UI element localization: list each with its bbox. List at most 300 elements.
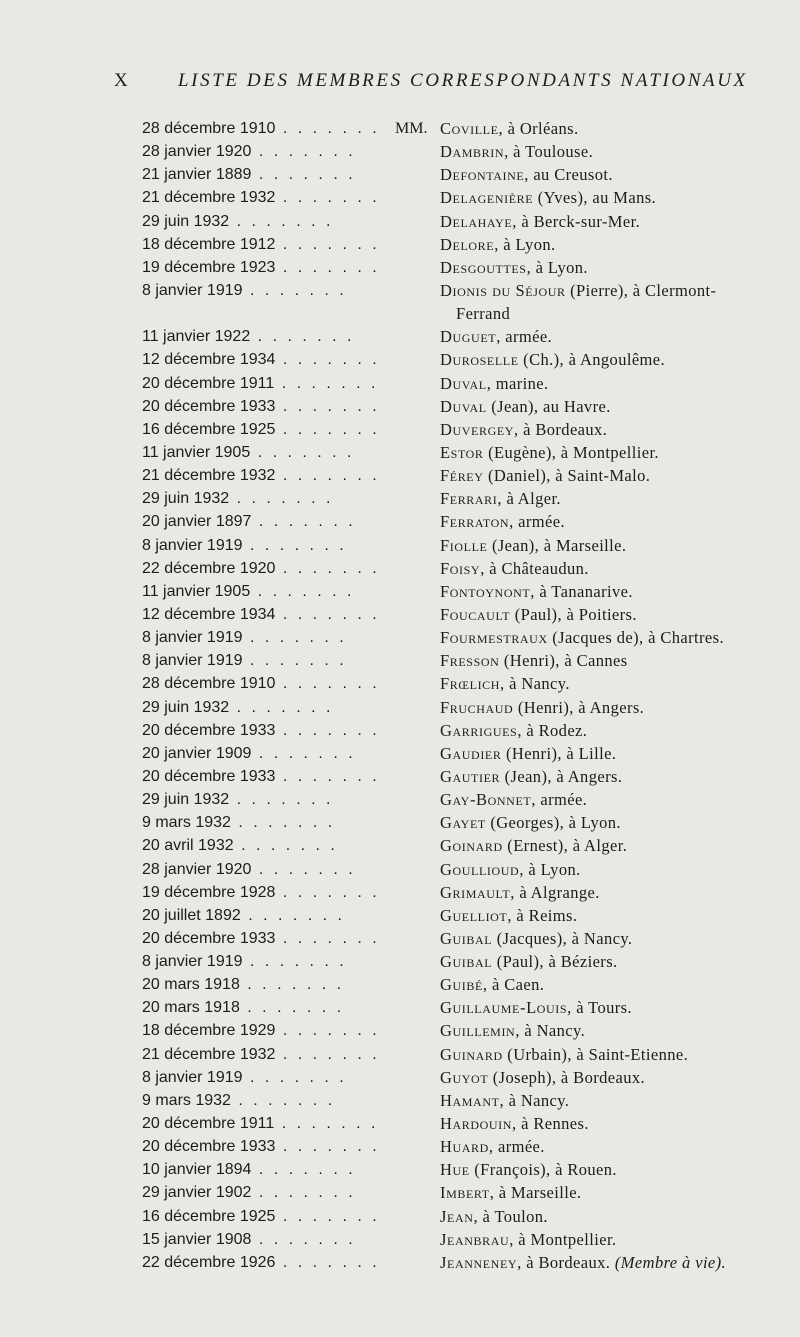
- leader-dots: . . . . . . .: [275, 1045, 380, 1063]
- election-date-text: 20 juillet 1892: [142, 906, 241, 924]
- member-entry: [440, 418, 607, 441]
- member-entry: [440, 996, 632, 1019]
- leader-dots: . . . . . . .: [250, 443, 355, 461]
- election-date-text: 10 janvier 1894: [142, 1161, 252, 1179]
- election-date-text: 20 décembre 1911: [142, 1115, 275, 1133]
- election-date-text: 22 décembre 1920: [142, 559, 276, 577]
- election-date-text: 16 décembre 1925: [142, 1207, 276, 1225]
- list-item: [0, 1205, 800, 1228]
- leader-dots: . . . . . . .: [242, 652, 347, 670]
- leader-dots: . . . . . . .: [250, 582, 355, 600]
- leader-dots: . . . . . . .: [251, 143, 356, 161]
- election-date: [142, 1089, 335, 1112]
- list-item: [0, 372, 800, 395]
- member-entry: [440, 603, 637, 626]
- list-item: [0, 580, 800, 603]
- list-item: [0, 950, 800, 973]
- list-item: [0, 904, 800, 927]
- member-entry: [440, 950, 618, 973]
- member-entry: [440, 696, 644, 719]
- list-item: [0, 881, 800, 904]
- leader-dots: . . . . . . .: [251, 513, 356, 531]
- leader-dots: . . . . . . .: [275, 1207, 380, 1225]
- leader-dots: . . . . . . .: [251, 1184, 356, 1202]
- member-details: , à Châteaudun.: [480, 558, 589, 578]
- election-date: [142, 163, 356, 186]
- member-details: , à Nancy.: [499, 1090, 570, 1110]
- list-item: [0, 1228, 800, 1251]
- election-date: [142, 186, 380, 209]
- election-date-text: 28 décembre 1910: [142, 675, 276, 693]
- election-date: [142, 487, 333, 510]
- list-item: [0, 534, 800, 557]
- election-date-text: 20 mars 1918: [142, 999, 240, 1017]
- member-entry: [440, 788, 587, 811]
- member-surname: Jean: [440, 1206, 474, 1226]
- election-date-text: 22 décembre 1926: [142, 1253, 276, 1271]
- election-date: [142, 580, 354, 603]
- election-date-text: 21 décembre 1932: [142, 467, 276, 485]
- election-date-text: 21 décembre 1932: [142, 189, 276, 207]
- election-date-text: 18 décembre 1929: [142, 1022, 276, 1040]
- leader-dots: . . . . . . .: [242, 281, 347, 299]
- member-details: (Daniel), à Saint-Malo.: [483, 466, 651, 486]
- election-date: [142, 117, 380, 140]
- member-surname: Hamant: [440, 1090, 500, 1110]
- member-details: , à Rennes.: [512, 1114, 589, 1134]
- member-details: , à Lyon.: [494, 234, 556, 254]
- election-date: [142, 372, 378, 395]
- member-surname: Guibal: [440, 928, 493, 948]
- election-date: [142, 1043, 380, 1066]
- list-item: [0, 348, 800, 371]
- list-item: [0, 1066, 800, 1089]
- leader-dots: . . . . . . .: [275, 559, 380, 577]
- member-surname: Frœlich: [440, 674, 501, 694]
- member-entry: [440, 927, 632, 950]
- election-date-text: 29 juin 1932: [142, 791, 230, 809]
- election-date: [142, 1135, 380, 1158]
- election-date: [142, 256, 380, 279]
- election-date: [142, 418, 380, 441]
- election-date: [142, 1228, 356, 1251]
- election-date: [142, 996, 344, 1019]
- member-entry: [440, 649, 628, 672]
- member-entry: [440, 834, 627, 857]
- member-entry: [440, 487, 561, 510]
- leader-dots: . . . . . . .: [275, 351, 380, 369]
- election-date: [142, 395, 380, 418]
- member-surname: Foisy: [440, 558, 481, 578]
- member-details: (Paul), à Poitiers.: [510, 604, 637, 624]
- leader-dots: . . . . . . .: [275, 189, 380, 207]
- member-surname: Dambrin: [440, 142, 505, 162]
- election-date: [142, 626, 347, 649]
- list-item: [0, 1089, 800, 1112]
- leader-dots: . . . . . . .: [251, 166, 356, 184]
- list-item: [0, 210, 800, 233]
- leader-dots: . . . . . . .: [251, 1161, 356, 1179]
- member-surname: Duval: [440, 373, 487, 393]
- member-surname: Guelliot: [440, 905, 508, 925]
- election-date: [142, 811, 335, 834]
- member-surname: Duguet: [440, 327, 497, 347]
- member-details: (Jacques de), à Chartres.: [547, 628, 724, 648]
- member-surname: Delore: [440, 234, 495, 254]
- list-item: [0, 834, 800, 857]
- members-list: [0, 117, 800, 1274]
- member-surname: Guibal: [440, 952, 493, 972]
- list-item: [0, 256, 800, 279]
- leader-dots: . . . . . . .: [240, 906, 345, 924]
- member-entry: [440, 441, 659, 464]
- election-date: [142, 719, 380, 742]
- member-entry: [440, 580, 633, 603]
- member-surname: Goinard: [440, 836, 503, 856]
- member-details: , à Toulouse.: [504, 142, 594, 162]
- member-surname: Guillemin: [440, 1021, 516, 1041]
- list-item: [0, 441, 800, 464]
- election-date: [142, 881, 380, 904]
- member-details: , au Creusot.: [524, 165, 613, 185]
- page-header: [0, 70, 800, 100]
- member-surname: Gay-Bonnet: [440, 790, 532, 810]
- leader-dots: . . . . . . .: [275, 467, 380, 485]
- member-details: (Henri), à Cannes: [499, 651, 628, 671]
- election-date-text: 8 janvier 1919: [142, 281, 243, 299]
- list-item: [0, 1019, 800, 1042]
- leader-dots: . . . . . . .: [275, 721, 380, 739]
- member-details: , armée.: [531, 790, 588, 810]
- election-date: [142, 534, 347, 557]
- list-item: [0, 233, 800, 256]
- member-entry: [440, 534, 626, 557]
- member-surname: Fiolle: [440, 535, 488, 555]
- member-details: , à Caen.: [482, 975, 545, 995]
- member-entry: [440, 256, 588, 279]
- member-details: (Yves), au Mans.: [533, 188, 657, 208]
- member-entry: [440, 973, 544, 996]
- election-date: [142, 904, 345, 927]
- member-surname: Ferraton: [440, 512, 510, 532]
- election-date-text: 28 janvier 1920: [142, 143, 252, 161]
- member-entry: [440, 1043, 688, 1066]
- member-surname: Duvergey: [440, 419, 515, 439]
- leader-dots: . . . . . . .: [239, 976, 345, 994]
- member-surname: Grimault: [440, 882, 511, 902]
- member-entry: [440, 881, 600, 904]
- member-entry: [440, 858, 581, 881]
- leader-dots: . . . . . . .: [275, 235, 380, 253]
- election-date: [142, 603, 380, 626]
- member-details: (Urbain), à Saint-Etienne.: [502, 1044, 689, 1064]
- member-entry: [440, 1019, 585, 1042]
- member-entry: [440, 1228, 616, 1251]
- list-item: [0, 742, 800, 765]
- election-date-text: 18 décembre 1912: [142, 235, 276, 253]
- member-entry: [440, 719, 587, 742]
- member-surname: Coville: [440, 119, 499, 138]
- election-date: [142, 464, 380, 487]
- election-date: [142, 696, 333, 719]
- member-details: , à Bordeaux.: [514, 419, 608, 439]
- leader-dots: . . . . . . .: [250, 328, 355, 346]
- member-details: , à Nancy.: [500, 674, 570, 694]
- election-date-text: 11 janvier 1905: [142, 582, 251, 600]
- member-surname: Foucault: [440, 604, 511, 624]
- member-details: (Jean), à Marseille.: [487, 535, 627, 555]
- member-details: , à Tananarive.: [530, 581, 633, 601]
- election-date-text: 8 janvier 1919: [142, 629, 243, 647]
- list-item: [0, 279, 800, 302]
- list-item: [0, 996, 800, 1019]
- election-date: [142, 1112, 378, 1135]
- member-details: , à Rodez.: [517, 720, 588, 740]
- election-date: [142, 1066, 347, 1089]
- leader-dots: . . . . . . .: [275, 605, 380, 623]
- leader-dots: . . . . . . .: [242, 629, 347, 647]
- member-entry: [440, 742, 616, 765]
- election-date-text: 20 décembre 1933: [142, 397, 276, 415]
- member-entry: [440, 233, 556, 256]
- leader-dots: . . . . . . .: [275, 883, 380, 901]
- member-surname: Fourmestraux: [440, 628, 548, 648]
- member-surname: Guinard: [440, 1044, 503, 1064]
- leader-dots: . . . . . . .: [229, 698, 334, 716]
- election-date-text: 15 janvier 1908: [142, 1230, 252, 1248]
- leader-dots: . . . . . . .: [275, 675, 380, 693]
- election-date: [142, 279, 347, 302]
- member-entry: [440, 1089, 569, 1112]
- election-date-text: 9 mars 1932: [142, 1091, 231, 1109]
- list-item: [0, 418, 800, 441]
- leader-dots: . . . . . . .: [230, 1091, 336, 1109]
- election-date-text: 29 juin 1932: [142, 490, 230, 508]
- member-entry: [440, 1066, 645, 1089]
- member-note: (Membre à vie).: [614, 1252, 727, 1272]
- election-date: [142, 858, 356, 881]
- member-surname: Guillaume-Louis: [440, 998, 568, 1018]
- member-details: (Jacques), à Nancy.: [492, 928, 633, 948]
- leader-dots: . . . . . . .: [230, 814, 336, 832]
- member-surname: Guyot: [440, 1067, 489, 1087]
- member-details: (Pierre), à Clermont-: [565, 280, 717, 300]
- leader-dots: . . . . . . .: [229, 212, 334, 230]
- member-entry: [440, 140, 593, 163]
- member-details: , à Orléans.: [498, 119, 579, 138]
- member-details: (Eugène), à Montpellier.: [483, 442, 659, 462]
- member-surname: Dionis du Séjour: [440, 280, 566, 300]
- election-date-text: 8 janvier 1919: [142, 1068, 243, 1086]
- list-item: [0, 140, 800, 163]
- list-item: [0, 1135, 800, 1158]
- member-entry: [440, 1158, 617, 1181]
- election-date: [142, 765, 380, 788]
- member-details: , à Lyon.: [526, 257, 588, 277]
- election-date-text: 8 janvier 1919: [142, 536, 243, 554]
- election-date: [142, 557, 380, 580]
- election-date: [142, 1158, 356, 1181]
- election-date: [142, 788, 333, 811]
- member-entry: [440, 163, 613, 186]
- election-date: [142, 210, 333, 233]
- member-entry: [440, 811, 621, 834]
- member-surname: Garrigues: [440, 720, 518, 740]
- member-surname: Jeanbrau: [440, 1229, 510, 1249]
- list-item: [0, 487, 800, 510]
- member-surname: Delagenière: [440, 188, 534, 208]
- election-date: [142, 834, 338, 857]
- member-details: , à Berck-sur-Mer.: [512, 211, 641, 231]
- member-details: (Henri), à Angers.: [513, 697, 645, 717]
- member-details: , armée.: [488, 1137, 545, 1157]
- leader-dots: . . . . . . .: [275, 420, 380, 438]
- leader-dots: . . . . . . .: [251, 744, 356, 762]
- election-date-text: 12 décembre 1934: [142, 605, 276, 623]
- member-entry: [440, 765, 622, 788]
- member-details: , à Alger.: [497, 489, 561, 509]
- election-date-text: 16 décembre 1925: [142, 420, 276, 438]
- list-item: [0, 186, 800, 209]
- member-details: (Henri), à Lille.: [501, 743, 617, 763]
- list-item: [0, 1043, 800, 1066]
- list-item: [0, 464, 800, 487]
- member-details: (François), à Rouen.: [469, 1160, 617, 1180]
- list-item: [0, 117, 800, 140]
- honorific-prefix: MM.: [395, 120, 428, 137]
- election-date-text: 20 décembre 1933: [142, 929, 276, 947]
- election-date-text: 20 décembre 1911: [142, 374, 275, 392]
- member-entry: [440, 672, 570, 695]
- member-surname: Fontoynont: [440, 581, 531, 601]
- member-details: (Jean), au Havre.: [486, 396, 611, 416]
- member-details: (Georges), à Lyon.: [485, 813, 621, 833]
- member-surname: Férey: [440, 466, 484, 486]
- leader-dots: . . . . . . .: [275, 258, 380, 276]
- member-entry: [440, 1181, 581, 1204]
- election-date-text: 20 avril 1932: [142, 837, 234, 855]
- member-details: , armée.: [509, 512, 565, 532]
- election-date-text: 9 mars 1932: [142, 814, 231, 832]
- election-date: [142, 927, 380, 950]
- list-item: [0, 649, 800, 672]
- election-date: [142, 1205, 380, 1228]
- member-entry: [440, 117, 578, 140]
- member-surname: Delahaye: [440, 211, 513, 231]
- member-surname: Goullioud: [440, 859, 520, 879]
- leader-dots: . . . . . . .: [242, 1068, 347, 1086]
- member-entry: [440, 1112, 589, 1135]
- member-entry: [440, 626, 724, 649]
- member-details: (Ch.), à Angoulême.: [518, 350, 666, 370]
- leader-dots: . . . . . . .: [242, 953, 347, 971]
- election-date: [142, 973, 344, 996]
- election-date: [142, 325, 354, 348]
- member-details: , à Marseille.: [489, 1183, 582, 1203]
- member-entry: [440, 348, 665, 371]
- election-date-text: 28 janvier 1920: [142, 860, 252, 878]
- leader-dots: . . . . . . .: [239, 999, 345, 1017]
- member-details: (Jean), à Angers.: [500, 766, 623, 786]
- list-item: [0, 1251, 800, 1274]
- election-date-text: 8 janvier 1919: [142, 652, 243, 670]
- election-date-text: 20 janvier 1909: [142, 744, 252, 762]
- member-entry: [440, 904, 577, 927]
- election-date: [142, 1019, 380, 1042]
- member-details: , marine.: [486, 373, 549, 393]
- member-surname: Gayet: [440, 813, 486, 833]
- election-date-text: 20 janvier 1897: [142, 513, 252, 531]
- leader-dots: . . . . . . .: [275, 1253, 380, 1271]
- member-details: , à Toulon.: [473, 1206, 548, 1226]
- election-date-text: 28 décembre 1910: [142, 120, 276, 137]
- list-item: [0, 626, 800, 649]
- member-details: , à Bordeaux.: [517, 1252, 615, 1272]
- member-entry: [440, 1135, 545, 1158]
- member-entry: [440, 325, 552, 348]
- member-surname: Jeanneney: [440, 1252, 518, 1272]
- member-surname: Hardouin: [440, 1114, 513, 1134]
- election-date: [142, 672, 380, 695]
- list-item: [0, 1158, 800, 1181]
- election-date-text: 12 décembre 1934: [142, 351, 276, 369]
- member-entry: [440, 1251, 726, 1274]
- leader-dots: . . . . . . .: [229, 791, 334, 809]
- election-date-text: 29 juin 1932: [142, 212, 230, 230]
- member-entry: [440, 186, 656, 209]
- election-date: [142, 742, 356, 765]
- member-details: , à Montpellier.: [509, 1229, 617, 1249]
- member-surname: Ferrari: [440, 489, 498, 509]
- leader-dots: . . . . . . .: [242, 536, 347, 554]
- election-date: [142, 348, 380, 371]
- member-entry: [440, 210, 640, 233]
- list-item: [0, 765, 800, 788]
- leader-dots: . . . . . . .: [275, 120, 380, 137]
- member-surname: Imbert: [440, 1183, 490, 1203]
- leader-dots: . . . . . . .: [275, 767, 380, 785]
- member-entry: [440, 510, 565, 533]
- list-item: [0, 696, 800, 719]
- list-item: [0, 395, 800, 418]
- page-number: X: [114, 70, 128, 91]
- member-surname: Fruchaud: [440, 697, 514, 717]
- member-surname: Guibé: [440, 975, 483, 995]
- election-date-text: 19 décembre 1928: [142, 883, 276, 901]
- leader-dots: . . . . . . .: [274, 374, 379, 392]
- election-date-text: 29 juin 1932: [142, 698, 230, 716]
- election-date-text: 20 décembre 1933: [142, 1138, 276, 1156]
- member-surname: Desgouttes: [440, 257, 527, 277]
- member-surname: Gautier: [440, 766, 501, 786]
- member-details: , à Reims.: [507, 905, 578, 925]
- election-date-text: 11 janvier 1922: [142, 328, 251, 346]
- list-item: [0, 672, 800, 695]
- list-item: [0, 927, 800, 950]
- member-surname: Duroselle: [440, 350, 519, 370]
- member-entry: [440, 557, 589, 580]
- list-item: [0, 1181, 800, 1204]
- member-surname: Fresson: [440, 651, 500, 671]
- member-details: , à Tours.: [567, 998, 633, 1018]
- member-entry: [440, 1205, 548, 1228]
- election-date-text: 21 janvier 1889: [142, 166, 252, 184]
- member-entry: [440, 464, 650, 487]
- list-item: [0, 325, 800, 348]
- list-item: [0, 788, 800, 811]
- election-date-text: 20 décembre 1933: [142, 767, 276, 785]
- member-details: (Joseph), à Bordeaux.: [488, 1067, 646, 1087]
